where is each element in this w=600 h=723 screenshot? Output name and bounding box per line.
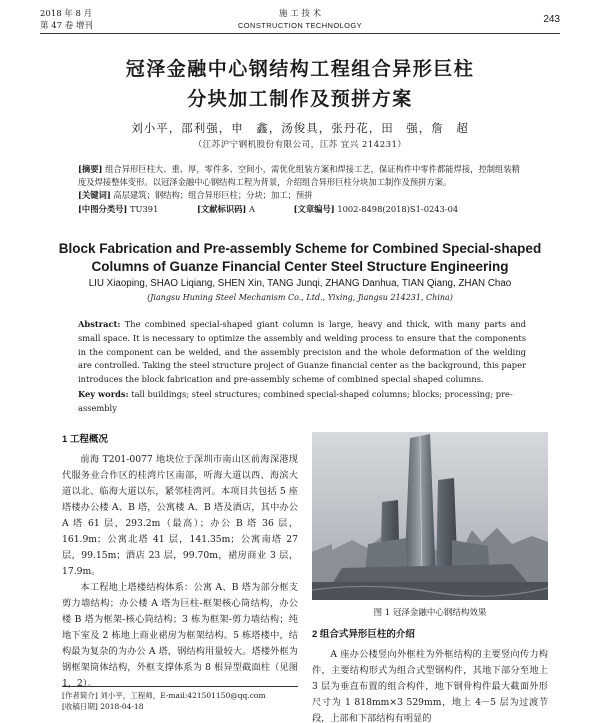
- doc-code: [197, 204, 273, 214]
- keywords-en-label: Key words:: [78, 389, 129, 399]
- paper-title-cn-line1: 冠泽金融中心钢结构工程组合异形巨柱: [125, 58, 475, 80]
- article-number: [294, 204, 477, 214]
- affiliation-en: (Jiangsu Huning Steel Mechanism Co., Ltd., Yixing, Jiangsu 214231, China): [147, 293, 453, 302]
- keywords-cn-text: 高层建筑；钢结构；组合异形巨柱；分块；加工；预拼: [113, 190, 313, 201]
- authors-cn: 刘小平，邵利强，申 鑫，汤俊具，张丹花，田 强，詹 超: [131, 121, 469, 135]
- building-rendering-image: [312, 432, 548, 600]
- keywords-cn-label: [关键词]: [78, 190, 111, 201]
- clc-code: [78, 204, 176, 214]
- journal-name-en: CONSTRUCTION TECHNOLOGY: [237, 21, 363, 30]
- keywords-cn: [78, 189, 526, 202]
- article-number-value: 1002-8498(2018)S1-0243-04: [337, 203, 459, 214]
- section-project-overview: [62, 432, 298, 692]
- keywords-en-text: tall buildings; steel structures; combined special-shaped columns; blocks; processing; pre-assembly: [78, 389, 513, 413]
- journal-name-cn: 施 工 技 术: [278, 9, 322, 19]
- doc-code-value: A: [248, 203, 255, 214]
- issue-date: 2018 年 8 月: [40, 9, 93, 19]
- clc-value: TU391: [129, 203, 159, 214]
- keywords-en: [78, 388, 526, 416]
- figure-building-rendering: [312, 432, 548, 600]
- paper-title-en-line1: Block Fabrication and Pre-assembly Scheme for Combined Special-shaped: [58, 241, 542, 256]
- clc-label: [中图分类号]: [78, 203, 128, 214]
- abstract-en: [78, 318, 526, 387]
- paper-title-en-line2: Columns of Guanze Financial Center Steel Structure Engineering: [91, 259, 509, 274]
- paper-title-en: [40, 240, 560, 276]
- section-1-heading: 1 工程概况: [62, 434, 108, 445]
- doc-code-label: [文献标识码]: [197, 203, 247, 214]
- classification-row: [78, 203, 526, 216]
- received-date-note: [收稿日期] 2018-04-18: [62, 702, 144, 711]
- abstract-en-label: Abstract:: [78, 319, 121, 329]
- figure-1-caption: 图 1 冠泽金融中心钢结构效果: [373, 608, 487, 618]
- abstract-cn-text: 组合异形巨柱大、重、厚，零件多、空间小，需优化组装方案和焊接工艺，保证构件中零件都能焊接，控制组装精度及焊接整体变形。以冠泽金融中心钢结构工程为背景，介绍组合异形巨柱分块加工制作及预拼方案。: [78, 164, 520, 188]
- abstract-en-text: The combined special-shaped giant column is large, heavy and thick, with many parts and small space. It is necessary to optimize the assembly and welding process to ensure that the components in the component can be welded, and the assembly precision and the whole deformation of the welding are controlled. Taking the steel structure project of Guanze financial center as the background, this paper introduces the block fabrication and pre-assembly scheme of combined special shaped columns.: [78, 319, 527, 385]
- abstract-cn-label: [摘要]: [78, 164, 103, 174]
- page-header: [40, 8, 560, 34]
- journal-name: [40, 8, 560, 32]
- paper-title-cn-line2: 分块加工制作及预拼方案: [187, 88, 413, 110]
- section-1-paragraph-2: 本工程地上塔楼结构体系：公寓 A、B 塔为部分框支剪力墙结构；办公楼 A 塔为巨柱-框架核心筒结构，办公楼 B 塔为框架-核心筒结构；3 栋为框架-剪力墙结构；纯地下室及 2 栋地上商业裙房为框架结构。5 栋塔楼中，结构最为复杂的为办公 A 塔，钢结构用量较大。塔楼外框为钢框架筒体结构，外框支撑体系为 8 根异型截面柱（见图 1，2）。: [62, 582, 298, 689]
- paper-title-cn: [40, 54, 560, 114]
- section-2-paragraph-1: A 座办公楼竖向外框柱为外框结构的主要竖向传力构件，主要结构形式为组合式型钢构件，其地下部分至地上 3 层为垂直布置的组合构件，地下钢骨构件最大截面外形尺寸为 1 818mm×3 529mm，地上 4－5 层为过渡节段，上部和下部结构有明显的: [312, 649, 548, 723]
- section-column-introduction: [312, 627, 548, 723]
- author-info-note: [作者简介] 刘小平，工程师，E-mail:421501150@qq.com: [62, 691, 266, 700]
- article-number-label: [文章编号]: [293, 203, 335, 214]
- authors-en: LIU Xiaoping, SHAO Liqiang, SHEN Xin, TANG Junqi, ZHANG Danhua, TIAN Qiang, ZHAN Chao: [88, 278, 512, 289]
- section-2-heading: 2 组合式异形巨柱的介绍: [312, 629, 415, 640]
- affiliation-cn: （江苏沪宁钢机股份有限公司，江苏 宜兴 214231）: [193, 140, 407, 150]
- page-number: 243: [543, 14, 560, 25]
- footnote: [62, 686, 298, 712]
- abstract-cn-block: [78, 163, 526, 216]
- section-1-paragraph-1: 前海 T201-0077 地块位于深圳市南山区前海深港现代服务业合作区的桂湾片区南部，听海大道以西、海滨大道以北、临海大道以东，紧邻桂湾河。本项目共包括 5 座塔楼办公楼 A、B 塔，公寓楼 A、B 塔及酒店，其中办公 A 塔 61 层，293.2m（最高）；办公 B 塔 36 层，161.9m；公寓北塔 41 层，141.35m；公寓南塔 27 层，99.15m；酒店 23 层，99.70m，裙房商业 3 层，17.9m。: [62, 454, 298, 577]
- abstract-cn: [78, 163, 526, 189]
- issue-volume: 第 47 卷 增刊: [40, 21, 93, 31]
